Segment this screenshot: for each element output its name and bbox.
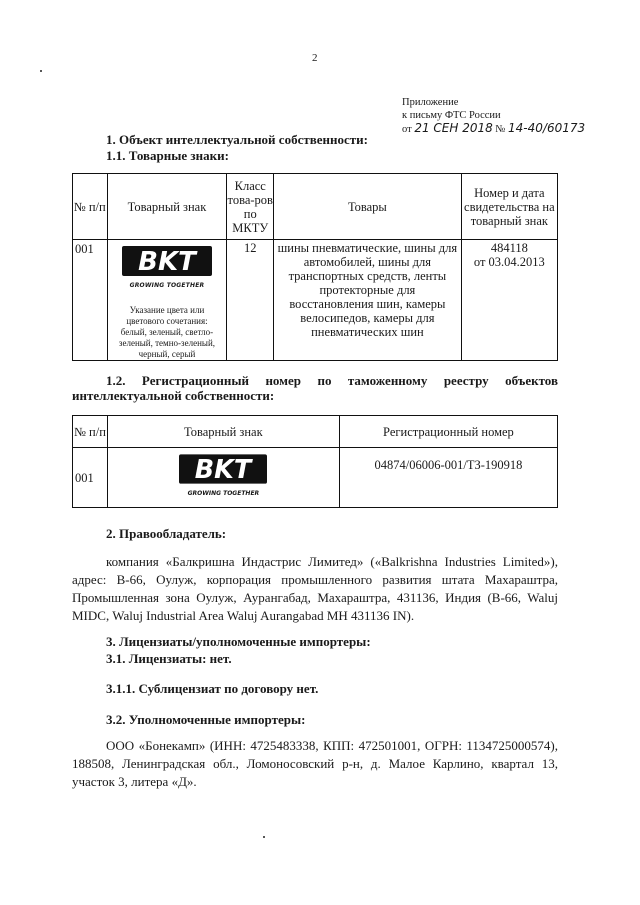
sublicensee: 3.1.1. Сублицензиат по договору нет. bbox=[106, 681, 319, 696]
annex-letter: к письму ФТС России bbox=[402, 110, 501, 121]
col-class-header: Класс това-ров по МКТУ bbox=[227, 174, 274, 240]
annex-date-line bbox=[402, 122, 585, 136]
importers-text: ООО «Бонекамп» (ИНН: 4725483338, КПП: 472501001, ОГРН: 1134725000574), 188508, Ленинградская обл., Ломоносовский р-н, д. Малое Карлино, квартал 13, участок 3, литера «Д». bbox=[72, 738, 558, 789]
logo-text: BKT bbox=[138, 247, 196, 276]
scan-speck bbox=[263, 836, 265, 838]
row-num: 001 bbox=[73, 240, 108, 361]
row-class: 12 bbox=[227, 240, 274, 361]
col-num-header: № п/п bbox=[73, 174, 108, 240]
section12-title-line2: интеллектуальной собственности: bbox=[72, 388, 275, 403]
page-number: 2 bbox=[312, 52, 318, 64]
row-goods: шины пневматические, шины для автомобилей, шины для транспортных средств, ленты протекторные для восстановления шин, камеры велосипедов, камеры для пневматических шин bbox=[274, 240, 462, 361]
table-header-row bbox=[73, 416, 558, 448]
col-num-header: № п/п bbox=[73, 416, 108, 448]
rightholder-text: компания «Балкришна Индастрис Лимитед» («Balkrishna Industries Limited»), адрес: B-66, Оулуж, корпорация промышленного развития штата Махараштра, Промышленная зона Оулуж, Аурангабад, Махараштра, 431136, Индия (B-66, Waluj MIDC, Waluj Industrial Area Waluj Aurangabad MH 431136 IN). bbox=[72, 554, 558, 623]
row-num: 001 bbox=[73, 448, 108, 508]
col-reg-header: Регистрационный номер bbox=[339, 416, 557, 448]
annex-date: 21 СЕН 2018 bbox=[414, 121, 493, 135]
annex-num-prefix: № bbox=[495, 124, 506, 135]
logo-tagline: GROWING TOGETHER bbox=[187, 490, 260, 497]
cert-cell bbox=[461, 240, 557, 361]
table-row bbox=[73, 240, 558, 361]
annex-title: Приложение bbox=[402, 97, 459, 108]
row-reg: 04874/06006-001/ТЗ-190918 bbox=[339, 448, 557, 508]
cert-number: 484118 bbox=[490, 241, 528, 255]
bkt-logo bbox=[179, 454, 267, 501]
section1-subtitle: 1.1. Товарные знаки: bbox=[106, 148, 229, 163]
section12-title bbox=[72, 373, 558, 403]
section1-title: 1. Объект интеллектуальной собственности: bbox=[106, 132, 368, 147]
bkt-logo bbox=[122, 246, 212, 293]
trademarks-table bbox=[72, 173, 558, 361]
section2-title: 2. Правообладатель: bbox=[106, 526, 227, 541]
registry-table bbox=[72, 415, 558, 508]
color-note: Указание цвета или цветового сочетания: белый, зеленый, светло-зеленый, темно-зеленый, черный, серый bbox=[118, 305, 216, 359]
logo-text: BKT bbox=[195, 454, 252, 484]
annex-date-prefix: от bbox=[402, 124, 412, 135]
annex-number: 14-40/60173 bbox=[508, 121, 586, 135]
table-row bbox=[73, 448, 558, 508]
mark-cell bbox=[107, 240, 227, 361]
section12-title-line1: 1.2. Регистрационный номер по таможенному реестру объектов bbox=[106, 373, 558, 388]
annex-header bbox=[402, 96, 585, 136]
col-mark-header: Товарный знак bbox=[107, 416, 339, 448]
col-goods-header: Товары bbox=[274, 174, 462, 240]
scan-speck bbox=[40, 70, 42, 72]
licensees: 3.1. Лицензиаты: нет. bbox=[106, 651, 232, 666]
logo-tagline: GROWING TOGETHER bbox=[129, 282, 205, 289]
section3-title: 3. Лицензиаты/уполномоченные импортеры: bbox=[106, 634, 371, 649]
importers-title: 3.2. Уполномоченные импортеры: bbox=[106, 712, 306, 727]
table-header-row bbox=[73, 174, 558, 240]
mark-cell bbox=[107, 448, 339, 508]
col-cert-header: Номер и дата свидетельства на товарный знак bbox=[461, 174, 557, 240]
col-mark-header: Товарный знак bbox=[107, 174, 227, 240]
cert-date: от 03.04.2013 bbox=[473, 255, 545, 269]
